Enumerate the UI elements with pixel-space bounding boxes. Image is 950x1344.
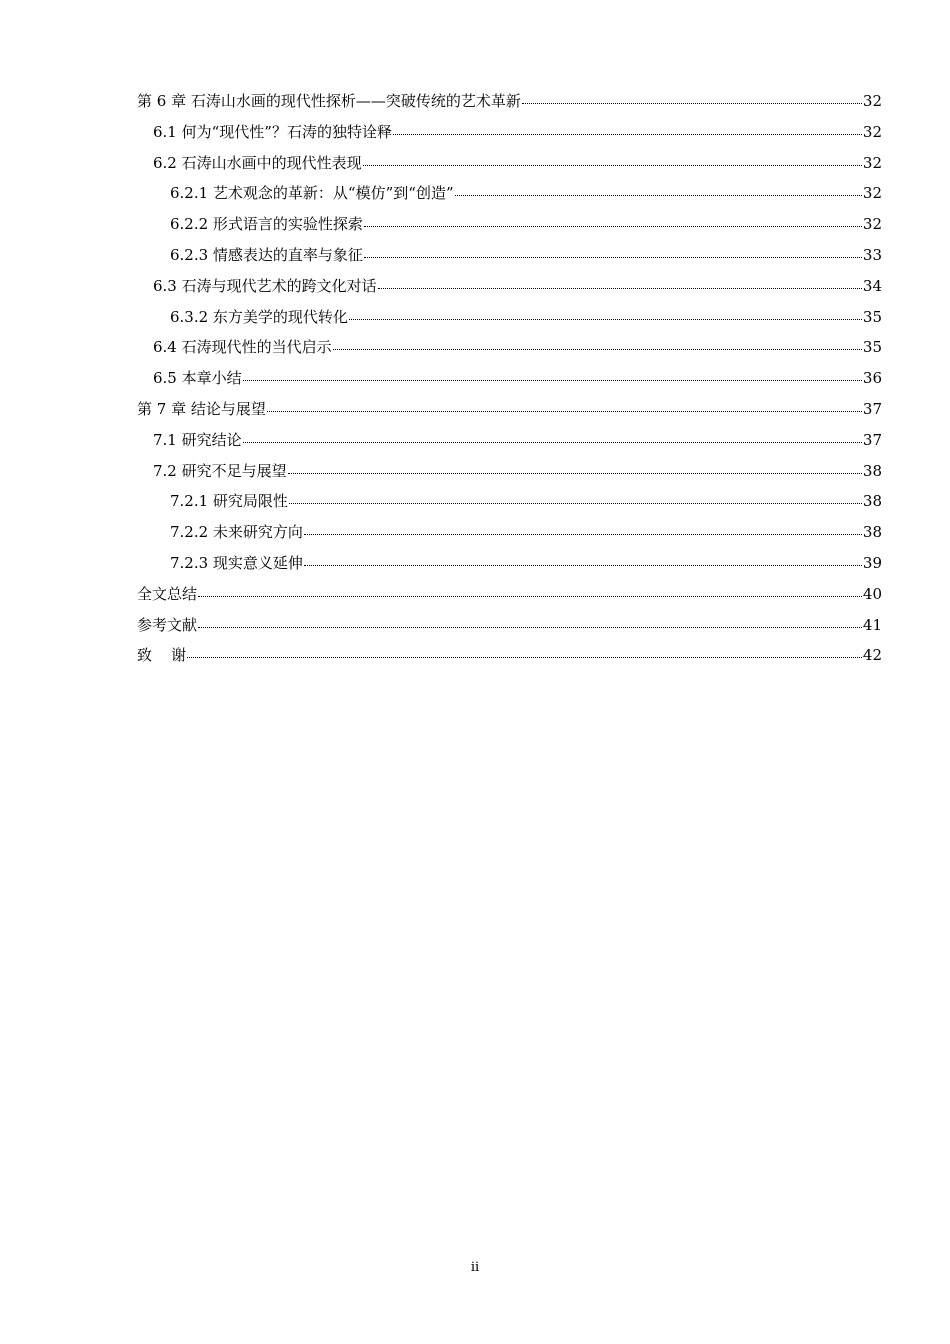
toc-entry-title: 第 6 章 石涛山水画的现代性探析——突破传统的艺术革新	[137, 92, 521, 110]
toc-dot-leader	[522, 89, 862, 104]
toc-entry-title: 6.2.3 情感表达的直率与象征	[170, 245, 363, 264]
toc-dot-leader	[363, 151, 862, 166]
toc-entry-title: 6.1 何为“现代性”？石涛的独特诠释	[153, 122, 392, 141]
toc-entry-6-5[interactable]	[137, 363, 882, 394]
toc-entry-page: 41	[862, 615, 882, 634]
toc-entry-title: 6.2.1 艺术观念的革新：从“模仿”到“创造”	[170, 184, 454, 203]
toc-entry-7-2[interactable]	[137, 456, 882, 487]
toc-dot-leader	[333, 335, 862, 350]
toc-dot-leader	[304, 551, 862, 566]
toc-entry-page: 34	[862, 276, 882, 295]
table-of-contents	[137, 86, 882, 671]
toc-entry-title: 7.1 研究结论	[153, 430, 242, 449]
toc-entry-page: 32	[862, 153, 882, 172]
footer-page-number: ii	[470, 1260, 480, 1275]
toc-entry-page: 35	[862, 338, 882, 357]
toc-entry-summary[interactable]	[137, 579, 882, 610]
toc-entry-page: 32	[862, 215, 882, 234]
toc-dot-leader	[289, 489, 862, 504]
toc-entry-7-2-1[interactable]	[137, 486, 882, 517]
toc-entry-6-4[interactable]	[137, 332, 882, 363]
toc-entry-6-2-1[interactable]	[137, 178, 882, 209]
toc-entry-page: 39	[862, 553, 882, 572]
toc-entry-page: 42	[862, 646, 882, 665]
toc-entry-6-2[interactable]	[137, 148, 882, 179]
toc-entry-page: 40	[862, 584, 882, 603]
toc-entry-acknowledgements[interactable]	[137, 640, 882, 671]
toc-entry-page: 37	[862, 430, 882, 449]
toc-dot-leader	[288, 459, 862, 474]
toc-entry-6-2-3[interactable]	[137, 240, 882, 271]
toc-dot-leader	[393, 120, 862, 135]
toc-entry-page: 35	[862, 307, 882, 326]
toc-dot-leader	[243, 366, 862, 381]
toc-entry-title: 参考文献	[137, 615, 198, 634]
toc-entry-page: 38	[862, 523, 882, 542]
toc-dot-leader	[304, 520, 862, 535]
toc-entry-6-1[interactable]	[137, 117, 882, 148]
toc-dot-leader	[198, 613, 862, 628]
toc-dot-leader	[455, 181, 862, 196]
toc-dot-leader	[364, 243, 862, 258]
toc-entry-title: 7.2 研究不足与展望	[153, 461, 287, 480]
toc-entry-title: 6.2.2 形式语言的实验性探索	[170, 215, 363, 234]
toc-entry-title: 全文总结	[137, 584, 198, 603]
toc-entry-page: 38	[862, 492, 882, 511]
toc-entry-title: 6.3.2 东方美学的现代转化	[170, 307, 348, 326]
toc-entry-7-1[interactable]	[137, 425, 882, 456]
toc-entry-page: 32	[862, 92, 882, 110]
toc-entry-6-3-2[interactable]	[137, 302, 882, 333]
toc-dot-leader	[378, 274, 862, 289]
toc-entry-chapter-7[interactable]	[137, 394, 882, 425]
toc-entry-page: 38	[862, 461, 882, 480]
toc-entry-references[interactable]	[137, 610, 882, 641]
toc-entry-page: 32	[862, 184, 882, 203]
toc-entry-page: 37	[862, 399, 882, 418]
toc-dot-leader	[364, 212, 862, 227]
toc-entry-title: 致 谢	[137, 646, 187, 665]
toc-entry-title: 7.2.3 现实意义延伸	[170, 553, 303, 572]
toc-entry-title: 6.2 石涛山水画中的现代性表现	[153, 153, 362, 172]
toc-dot-leader	[267, 397, 862, 412]
toc-dot-leader	[349, 305, 862, 320]
toc-entry-6-2-2[interactable]	[137, 209, 882, 240]
toc-entry-7-2-3[interactable]	[137, 548, 882, 579]
toc-entry-chapter-6[interactable]	[137, 86, 882, 117]
toc-dot-leader	[187, 643, 862, 658]
toc-entry-page: 33	[862, 245, 882, 264]
toc-entry-title: 7.2.2 未来研究方向	[170, 523, 303, 542]
toc-dot-leader	[198, 582, 862, 597]
toc-entry-page: 32	[862, 122, 882, 141]
toc-entry-title: 6.4 石涛现代性的当代启示	[153, 338, 332, 357]
toc-dot-leader	[243, 428, 862, 443]
toc-entry-page: 36	[862, 369, 882, 388]
toc-entry-title: 第 7 章 结论与展望	[137, 399, 266, 418]
toc-entry-title: 7.2.1 研究局限性	[170, 492, 288, 511]
toc-entry-title: 6.3 石涛与现代艺术的跨文化对话	[153, 276, 377, 295]
toc-entry-6-3[interactable]	[137, 271, 882, 302]
toc-entry-7-2-2[interactable]	[137, 517, 882, 548]
toc-entry-title: 6.5 本章小结	[153, 369, 242, 388]
